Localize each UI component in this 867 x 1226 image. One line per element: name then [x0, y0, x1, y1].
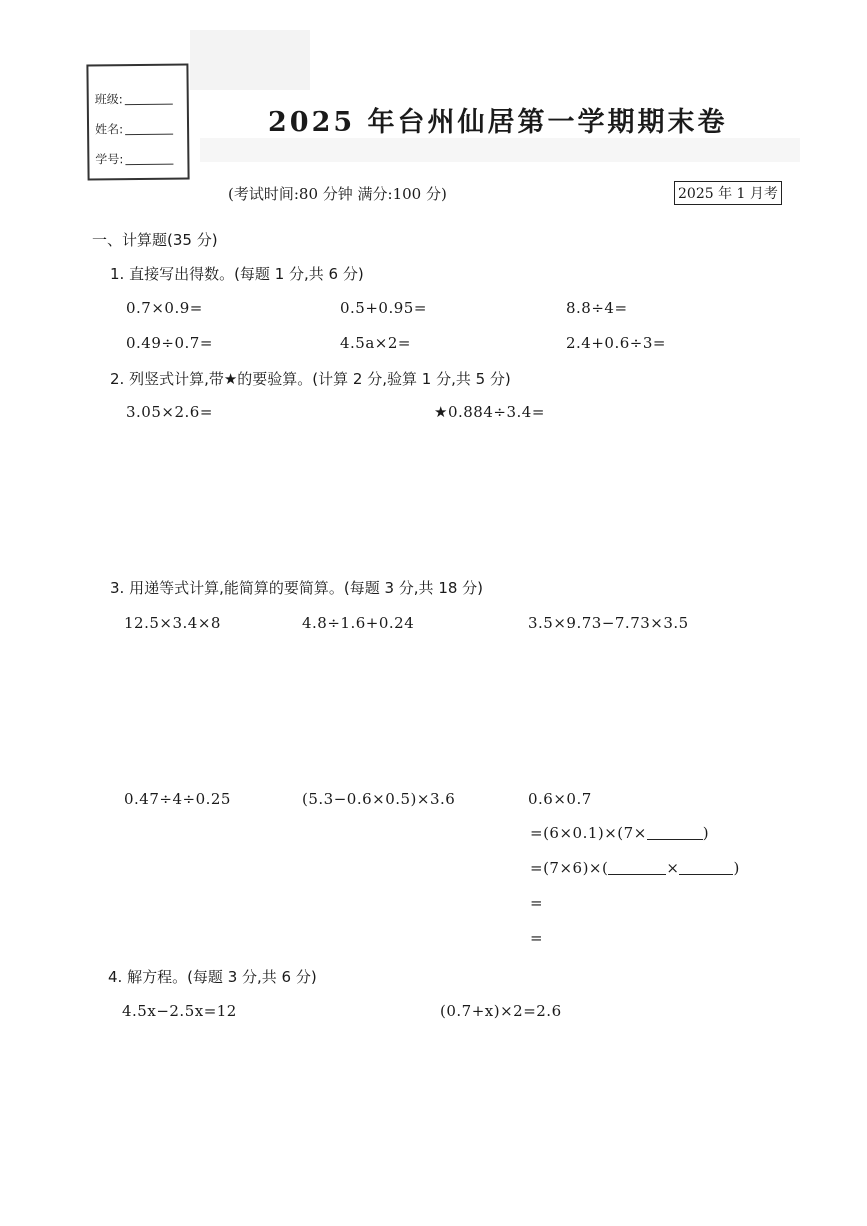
- q3-item: 0.6×0.7: [528, 790, 592, 808]
- q2-prompt: 2. 列竖式计算,带★的要验算。(计算 2 分,验算 1 分,共 5 分): [110, 370, 511, 388]
- q3-step: =: [530, 894, 544, 912]
- name-label: 姓名:: [95, 122, 124, 137]
- q1-item: 0.49÷0.7=: [126, 334, 213, 352]
- student-info-box: [86, 63, 189, 180]
- scan-smudge: [200, 138, 800, 162]
- q1-item: 8.8÷4=: [566, 299, 628, 317]
- date-tag: 2025 年 1 月考: [674, 181, 782, 205]
- exam-info: (考试时间:80 分钟 满分:100 分): [228, 185, 447, 203]
- q2-item: ★0.884÷3.4=: [434, 403, 545, 421]
- q1-item: 4.5a×2=: [340, 334, 411, 352]
- q2-item: 3.05×2.6=: [126, 403, 213, 421]
- q3-item: 12.5×3.4×8: [124, 614, 221, 632]
- step-text: ×: [666, 859, 680, 877]
- q3-step: [530, 859, 740, 877]
- step-text: =(6×0.1)×(7×: [530, 824, 647, 842]
- q4-item: 4.5x−2.5x=12: [122, 1002, 237, 1020]
- student-id-field[interactable]: [95, 150, 173, 168]
- class-field[interactable]: [95, 90, 173, 108]
- class-blank[interactable]: [125, 104, 173, 106]
- q1-prompt: 1. 直接写出得数。(每题 1 分,共 6 分): [110, 265, 364, 283]
- student-id-blank[interactable]: [125, 164, 173, 166]
- q4-item: (0.7+x)×2=2.6: [440, 1002, 562, 1020]
- q4-prompt: 4. 解方程。(每题 3 分,共 6 分): [108, 968, 317, 986]
- scan-smudge: [190, 30, 310, 90]
- q1-item: 2.4+0.6÷3=: [566, 334, 666, 352]
- section-heading: 一、计算题(35 分): [92, 231, 218, 249]
- q3-prompt: 3. 用递等式计算,能简算的要简算。(每题 3 分,共 18 分): [110, 579, 484, 597]
- answer-blank[interactable]: [679, 874, 733, 875]
- q1-item: 0.7×0.9=: [126, 299, 203, 317]
- answer-blank[interactable]: [608, 874, 666, 875]
- q3-step: =: [530, 929, 544, 947]
- student-id-label: 学号:: [95, 152, 124, 167]
- name-field[interactable]: [95, 120, 173, 138]
- step-text: ): [702, 824, 710, 842]
- q3-item: (5.3−0.6×0.5)×3.6: [302, 790, 456, 808]
- q3-step: [530, 824, 709, 842]
- step-text: =(7×6)×(: [530, 859, 609, 877]
- page-title: 2025 年台州仙居第一学期期末卷: [268, 107, 728, 138]
- name-blank[interactable]: [125, 134, 173, 136]
- q3-item: 0.47÷4÷0.25: [124, 790, 231, 808]
- q3-item: 3.5×9.73−7.73×3.5: [528, 614, 689, 632]
- answer-blank[interactable]: [647, 839, 703, 840]
- class-label: 班级:: [94, 92, 123, 107]
- q1-item: 0.5+0.95=: [340, 299, 427, 317]
- step-text: ): [733, 859, 740, 877]
- q3-item: 4.8÷1.6+0.24: [302, 614, 415, 632]
